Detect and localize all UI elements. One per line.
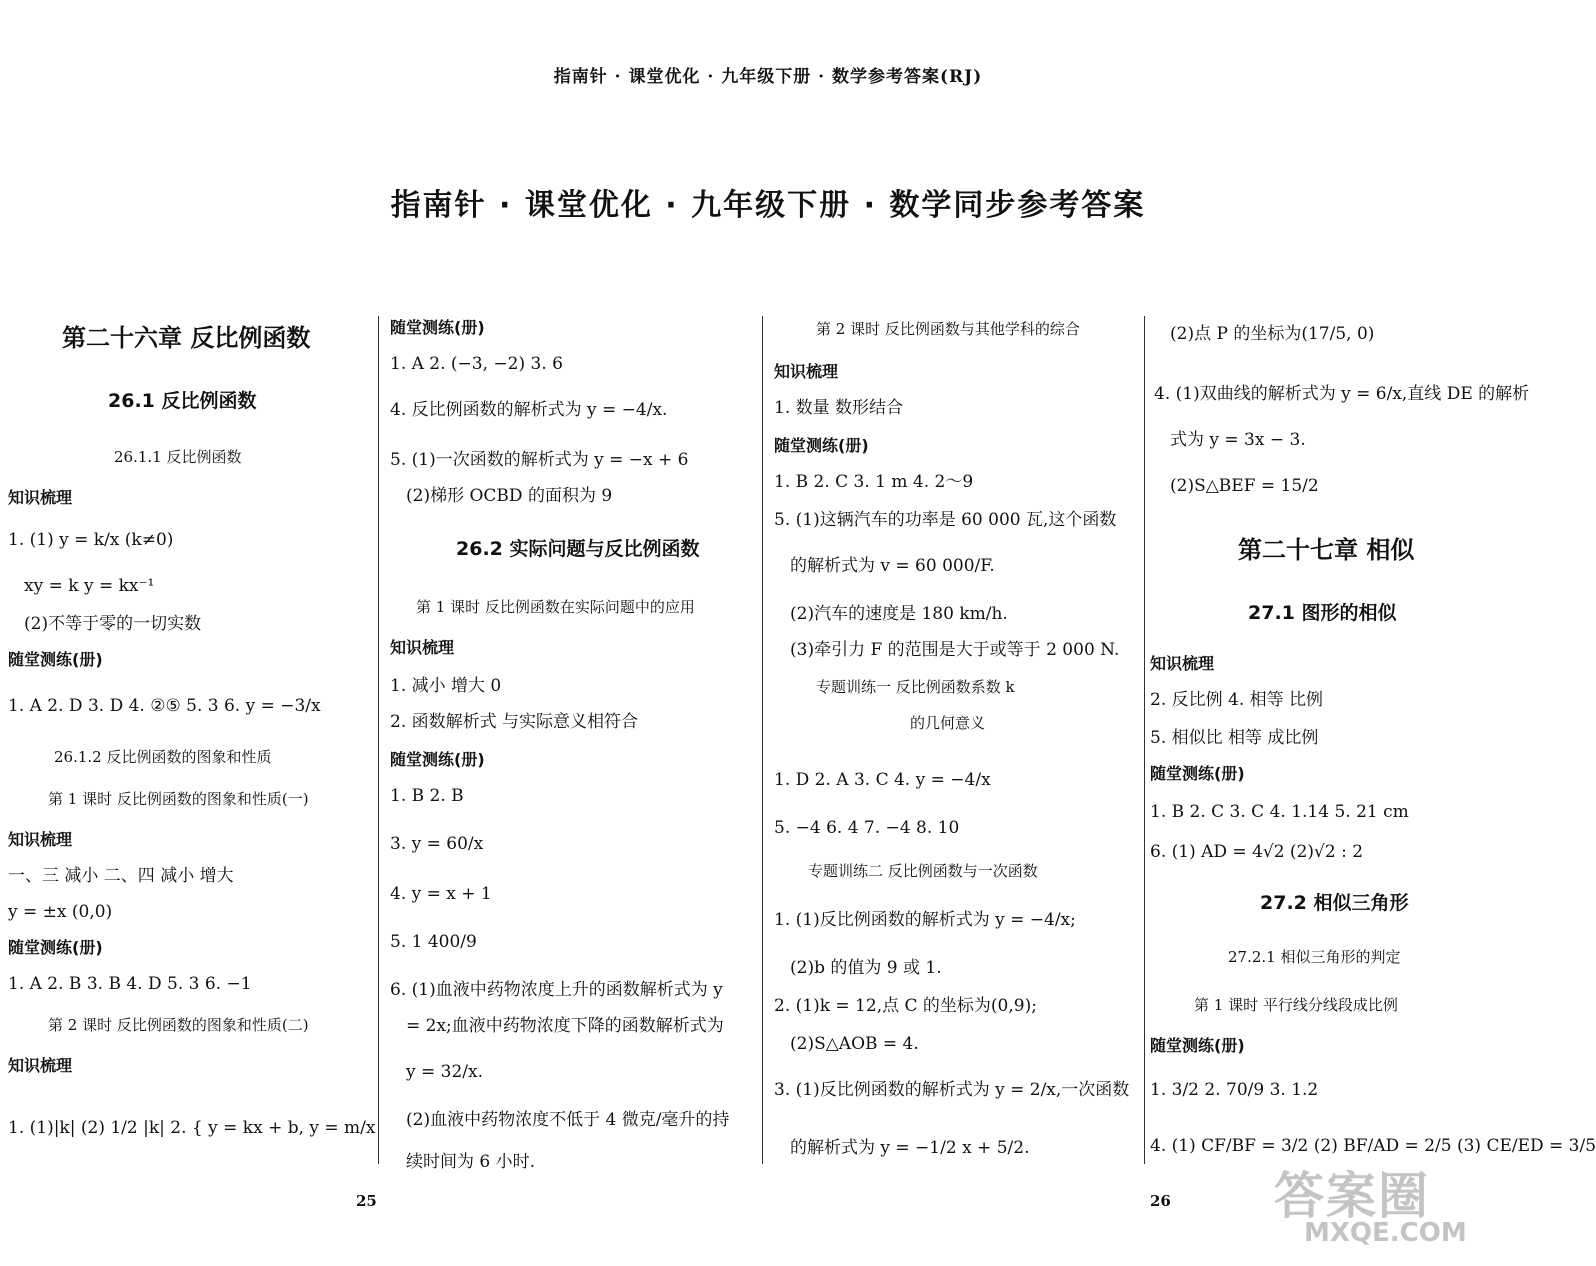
column-4 <box>1150 310 1596 1170</box>
subsection-heading: 第 2 课时 反比例函数的图象和性质(二) <box>48 1016 309 1034</box>
answer-line: 5. (1)一次函数的解析式为 y = −x + 6 <box>390 450 689 470</box>
page-title: 指南针 · 课堂优化 · 九年级下册 · 数学同步参考答案 <box>390 188 1146 223</box>
section-label: 随堂测练(册) <box>1150 764 1245 783</box>
section-label: 知识梳理 <box>390 638 455 657</box>
section-label: 知识梳理 <box>8 830 73 849</box>
subsection-heading: 专题训练一 反比例函数系数 k <box>816 678 1015 696</box>
subsection-heading: 第 1 课时 反比例函数在实际问题中的应用 <box>416 598 695 616</box>
answer-line: 1. B 2. C 3. C 4. 1.14 5. 21 cm <box>1150 802 1409 822</box>
answer-line: (2)点 P 的坐标为(17/5, 0) <box>1170 324 1375 344</box>
running-head: 指南针 · 课堂优化 · 九年级下册 · 数学参考答案(RJ) <box>553 67 983 87</box>
answer-line: 3. y = 60/x <box>390 834 484 854</box>
answer-line: (2)汽车的速度是 180 km/h. <box>790 604 1008 624</box>
answer-line: (2)S△AOB = 4. <box>790 1034 919 1054</box>
section-label: 随堂测练(册) <box>390 750 485 769</box>
column-divider <box>1144 316 1145 1164</box>
section-label: 随堂测练(册) <box>774 436 869 455</box>
subsection-heading: 的几何意义 <box>910 714 986 732</box>
section-label: 随堂测练(册) <box>1150 1036 1245 1055</box>
answer-line: 1. D 2. A 3. C 4. y = −4/x <box>774 770 991 790</box>
answer-line: 1. A 2. (−3, −2) 3. 6 <box>390 354 563 374</box>
section-label: 随堂测练(册) <box>8 938 103 957</box>
page-number-right: 26 <box>1150 1192 1171 1210</box>
subsection-heading: 27.2.1 相似三角形的判定 <box>1228 948 1401 966</box>
answer-line: 续时间为 6 小时. <box>406 1152 536 1172</box>
answer-line: 2. (1)k = 12,点 C 的坐标为(0,9); <box>774 996 1037 1016</box>
watermark-text: 答案圈 <box>1274 1167 1430 1225</box>
answer-line: 5. −4 6. 4 7. −4 8. 10 <box>774 818 960 838</box>
answer-line: (2)S△BEF = 15/2 <box>1170 476 1319 496</box>
subsection-heading: 第 1 课时 反比例函数的图象和性质(一) <box>48 790 309 808</box>
answer-line: 1. B 2. B <box>390 786 464 806</box>
section-heading: 27.1 图形的相似 <box>1248 602 1397 624</box>
answer-line: 1. A 2. B 3. B 4. D 5. 3 6. −1 <box>8 974 252 994</box>
column-divider <box>378 316 379 1164</box>
subsection-heading: 26.1.1 反比例函数 <box>114 448 242 466</box>
section-label: 随堂测练(册) <box>390 318 485 337</box>
answer-line: 1. (1) y = k/x (k≠0) <box>8 530 174 550</box>
answer-line: 1. 减小 增大 0 <box>390 676 502 696</box>
answer-line: y = 32/x. <box>406 1062 484 1082</box>
watermark-logo <box>1274 1156 1524 1256</box>
answer-line: 5. 1 400/9 <box>390 932 477 952</box>
answer-line: 4. y = x + 1 <box>390 884 492 904</box>
answer-line: (2)血液中药物浓度不低于 4 微克/毫升的持 <box>406 1110 730 1130</box>
section-label: 随堂测练(册) <box>8 650 103 669</box>
answer-line: 4. (1)双曲线的解析式为 y = 6/x,直线 DE 的解析 <box>1154 384 1530 404</box>
chapter-heading: 第二十六章 反比例函数 <box>62 323 311 352</box>
section-label: 知识梳理 <box>1150 654 1215 673</box>
subsection-heading: 第 2 课时 反比例函数与其他学科的综合 <box>816 320 1080 338</box>
subsection-heading: 第 1 课时 平行线分线段成比例 <box>1194 996 1398 1014</box>
answer-line: = 2x;血液中药物浓度下降的函数解析式为 <box>406 1016 724 1036</box>
section-heading: 27.2 相似三角形 <box>1260 892 1409 914</box>
answer-line: 1. (1)|k| (2) 1/2 |k| 2. { y = kx + b, y = m/x <box>8 1118 376 1138</box>
section-heading: 26.2 实际问题与反比例函数 <box>456 538 700 560</box>
answer-line: 的解析式为 y = −1/2 x + 5/2. <box>790 1138 1030 1158</box>
answer-line: 1. (1)反比例函数的解析式为 y = −4/x; <box>774 910 1076 930</box>
section-label: 知识梳理 <box>774 362 839 381</box>
answer-line: 式为 y = 3x − 3. <box>1170 430 1306 450</box>
answer-line: 5. (1)这辆汽车的功率是 60 000 瓦,这个函数 <box>774 510 1117 530</box>
answer-line: 1. B 2. C 3. 1 m 4. 2～9 <box>774 472 974 492</box>
page-number-left: 25 <box>356 1192 377 1210</box>
section-heading: 26.1 反比例函数 <box>108 390 257 412</box>
answer-line: 6. (1) AD = 4√2 (2)√2 : 2 <box>1150 842 1364 862</box>
watermark-url: MXQE.COM <box>1304 1218 1467 1248</box>
answer-line: 2. 反比例 4. 相等 比例 <box>1150 690 1324 710</box>
answer-line: 1. 3/2 2. 70/9 3. 1.2 <box>1150 1080 1319 1100</box>
subsection-heading: 专题训练二 反比例函数与一次函数 <box>808 862 1038 880</box>
answer-line: 3. (1)反比例函数的解析式为 y = 2/x,一次函数 <box>774 1080 1130 1100</box>
answer-line: 5. 相似比 相等 成比例 <box>1150 728 1319 748</box>
answer-line: 1. A 2. D 3. D 4. ②⑤ 5. 3 6. y = −3/x <box>8 696 321 716</box>
answer-line: 6. (1)血液中药物浓度上升的函数解析式为 y <box>390 980 723 1000</box>
column-2 <box>386 310 758 1170</box>
section-label: 知识梳理 <box>8 488 73 507</box>
answer-line: xy = k y = kx⁻¹ <box>24 576 155 596</box>
answer-line: 2. 函数解析式 与实际意义相符合 <box>390 712 639 732</box>
column-3 <box>770 310 1142 1170</box>
answer-line: (2)不等于零的一切实数 <box>24 614 202 634</box>
section-label: 知识梳理 <box>8 1056 73 1075</box>
answer-line: 1. 数量 数形结合 <box>774 398 904 418</box>
answer-line: (3)牵引力 F 的范围是大于或等于 2 000 N. <box>790 640 1120 660</box>
answer-line: (2)b 的值为 9 或 1. <box>790 958 942 978</box>
subsection-heading: 26.1.2 反比例函数的图象和性质 <box>54 748 272 766</box>
column-divider <box>762 316 763 1164</box>
answer-line: (2)梯形 OCBD 的面积为 9 <box>406 486 613 506</box>
column-1 <box>4 310 374 1170</box>
answer-line: 的解析式为 v = 60 000/F. <box>790 556 995 576</box>
answer-line: 4. 反比例函数的解析式为 y = −4/x. <box>390 400 668 420</box>
answer-line: 4. (1) CF/BF = 3/2 (2) BF/AD = 2/5 (3) CE/ED = 3/5 <box>1150 1136 1596 1156</box>
answer-line: 一、三 减小 二、四 减小 增大 <box>8 866 234 886</box>
answer-line: y = ±x (0,0) <box>8 902 113 922</box>
chapter-heading: 第二十七章 相似 <box>1238 535 1415 564</box>
